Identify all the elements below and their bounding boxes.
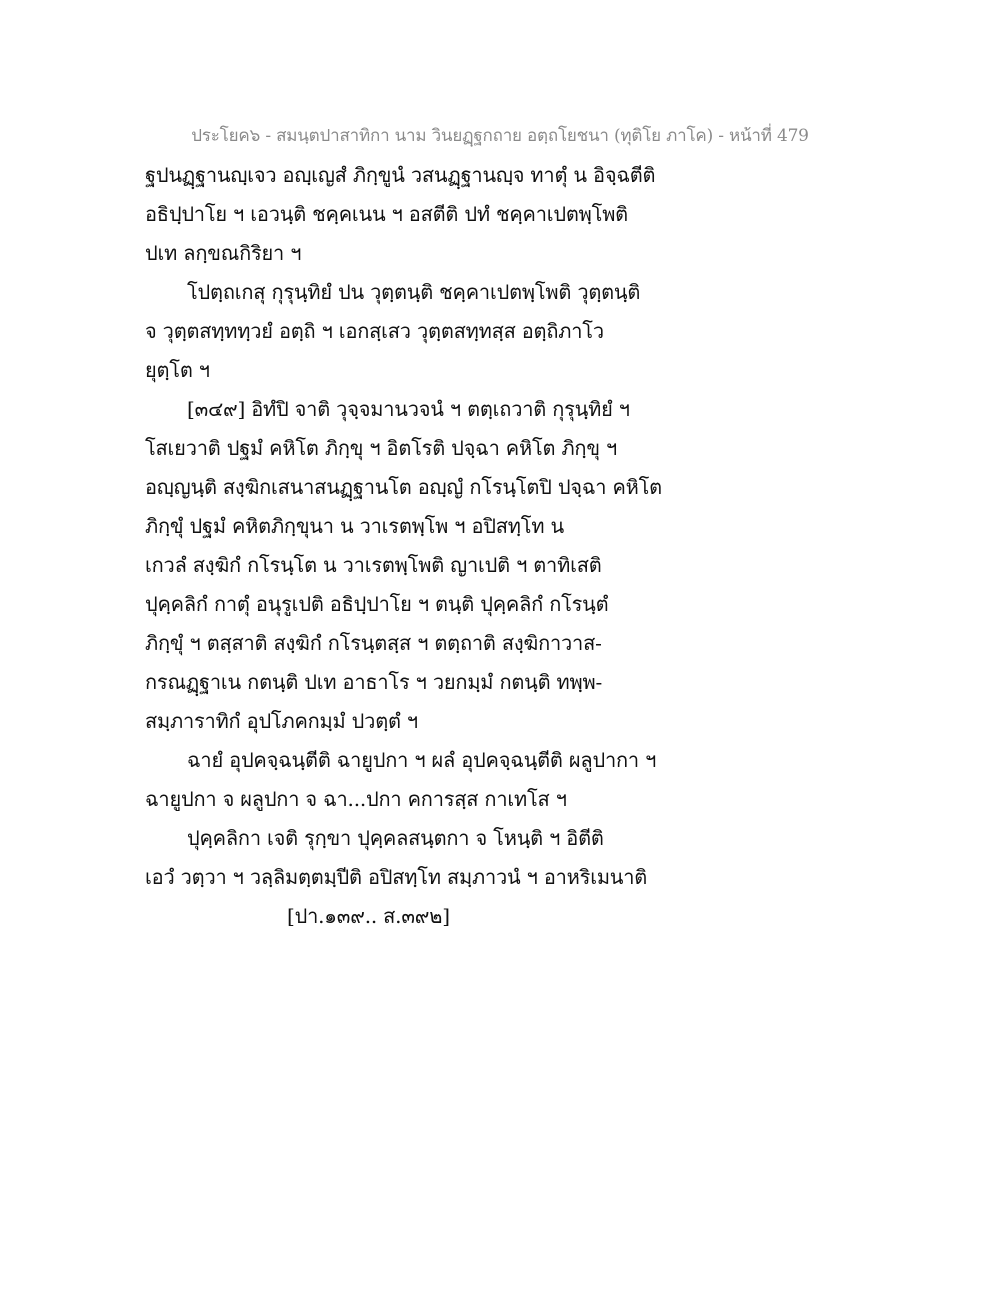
text-line-12: ปุคฺคลิกํ กาตุํ อนุรูเปติ อธิปฺปาโย ฯ ตนฺติ ปุคฺคลิกํ กโรนฺตํ <box>145 592 609 616</box>
body-text <box>145 156 865 936</box>
text-line-8: โสเยวาติ ปฐมํ คหิโต ภิกฺขุ ฯ อิตโรติ ปจฺฉา คหิโต ภิกฺขุ ฯ <box>145 436 618 460</box>
text-line-4: โปตฺถเกสุ กุรุนฺทิยํ ปน วุตฺตนฺติ ชคฺคาเปตพฺโพติ วุตฺตนฺติ <box>187 280 641 304</box>
text-line-17: ฉายูปกา จ ผลูปกา จ ฉา...ปกา คการสฺส กาเทโส ฯ <box>145 787 567 811</box>
text-line-18: ปุคฺคลิกา เจติ รุกฺขา ปุคฺคลสนฺตกา จ โหนฺติ ฯ อิตีติ <box>187 826 604 850</box>
text-line-15: สมฺภาราทิกํ อุปโภคกมฺมํ ปวตฺตํ ฯ <box>145 709 418 733</box>
text-line-11: เกวลํ สงฺฆิกํ กโรนฺโต น วาเรตพฺโพติ ญาเปติ ฯ ตาทิเสติ <box>145 553 602 577</box>
text-line-16: ฉายํ อุปคจฺฉนฺตีติ ฉายูปกา ฯ ผลํ อุปคจฺฉนฺตีติ ผลูปากา ฯ <box>187 748 657 772</box>
text-line-2: อธิปฺปาโย ฯ เอวนฺติ ชคฺคเนน ฯ อสตีติ ปทํ ชคฺคาเปตพฺโพติ <box>145 202 628 226</box>
text-line-9: อญฺญนฺติ สงฺฆิกเสนาสนฏฺฐานโต อญฺญํ กโรนฺโตปิ ปจฺฉา คหิโต <box>145 475 662 499</box>
text-line-5: จ วุตฺตสทฺททฺวยํ อตฺถิ ฯ เอกสฺเสว วุตฺตสทฺทสฺส อตฺถิภาโว <box>145 319 604 343</box>
text-line-3: ปเท ลกฺขณกิริยา ฯ <box>145 241 302 265</box>
text-line-19: เอวํ วตฺวา ฯ วลฺลิมตฺตมฺปีติ อปิสทฺโท สมฺภาวนํ ฯ อาหริเมนาติ <box>145 865 648 889</box>
text-line-14: กรณฏฺฐาเน กตนฺติ ปเท อาธาโร ฯ วยกมฺมํ กตนฺติ ทพฺพ- <box>145 670 603 694</box>
page-reference: [ปา.๑๓๙.. ส.๓๙๒] <box>287 904 450 928</box>
text-line-6: ยุตฺโต ฯ <box>145 358 210 382</box>
running-header: ประโยค๖ - สมนฺตปาสาทิกา นาม วินยฏฺฐกถาย อตฺถโยชนา (ทุติโย ภาโค) - หน้าที่ 479 <box>191 126 809 146</box>
text-line-1: ฐปนฏฺฐานญฺเจว อญฺเญสํ ภิกฺขูนํ วสนฏฺฐานญฺจ ทาตุํ น อิจฺฉตีติ <box>145 163 656 187</box>
text-line-10: ภิกฺขุํ ปฐมํ คหิตภิกฺขุนา น วาเรตพฺโพ ฯ อปิสทฺโท น <box>145 514 564 538</box>
text-line-13: ภิกฺขุํ ฯ ตสฺสาติ สงฺฆิกํ กโรนฺตสฺส ฯ ตตฺถาติ สงฺฆิกาวาส- <box>145 631 602 655</box>
text-line-7: [๓๔๙] อิทํปิ จาติ วุจฺจมานวจนํ ฯ ตตฺเถวาติ กุรุนฺทิยํ ฯ <box>187 397 630 421</box>
